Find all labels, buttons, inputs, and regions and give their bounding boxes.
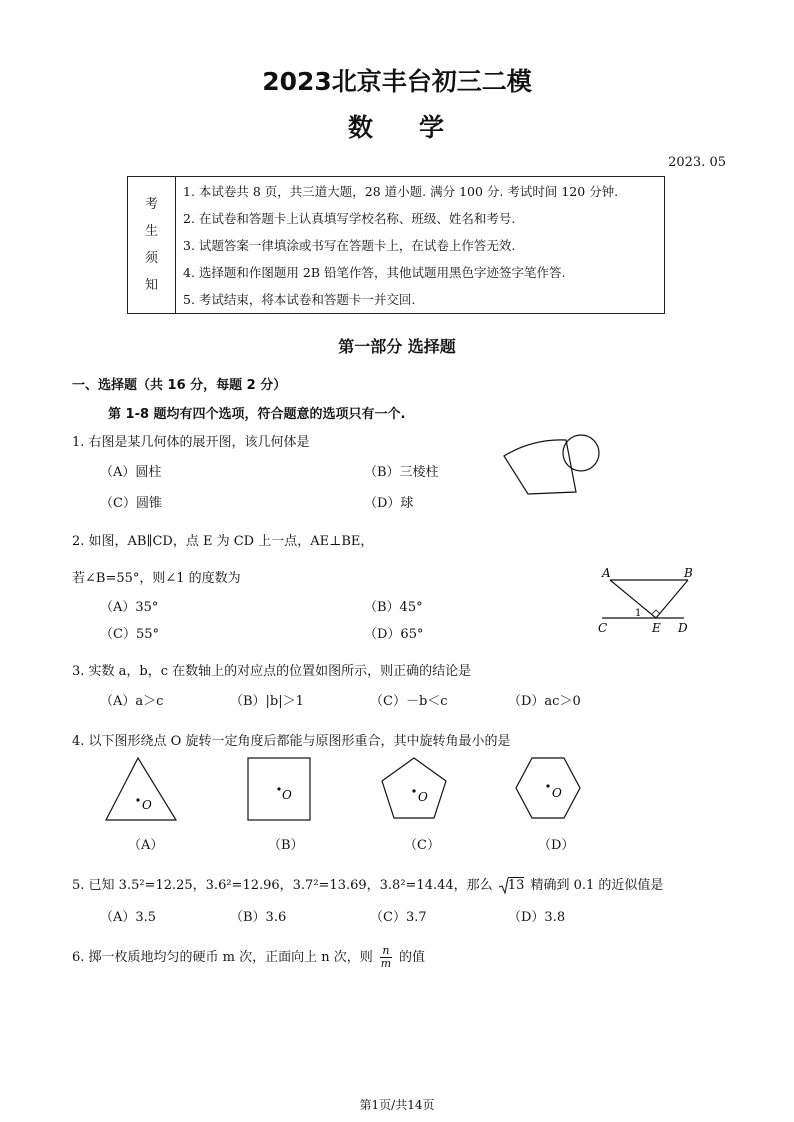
q3-option-b: （B）|b|＞1: [230, 694, 304, 709]
subject-char-2: 学: [419, 113, 447, 142]
q4-label-b: （B）: [268, 838, 304, 853]
q4-triangle-figure: [100, 754, 190, 826]
q4-stem: 4. 以下图形绕点 O 旋转一定角度后都能与原图形重合，其中旋转角最小的是: [72, 734, 511, 749]
notice-items: [183, 181, 618, 316]
q1-net-figure: [494, 432, 614, 502]
q5-stem-suffix: 精确到 0.1 的近似值是: [530, 878, 664, 893]
q5-option-d: （D）3.8: [508, 910, 566, 925]
q5-sqrt: [499, 878, 525, 893]
exam-date: 2023. 05: [668, 155, 726, 170]
notice-item: 5. 考试结束，将本试卷和答题卡一并交回.: [183, 292, 416, 307]
q6-stem-prefix: 6. 掷一枚质地均匀的硬币 m 次，正面向上 n 次，则: [72, 950, 373, 965]
page-title: 2023北京丰台初三二模: [262, 67, 532, 96]
q1-stem: 1. 右图是某几何体的展开图，该几何体是: [72, 435, 310, 450]
section-heading: 一、选择题（共 16 分，每题 2 分）: [72, 378, 287, 393]
q4-label-d: （D）: [538, 838, 575, 853]
q4-point-o: O: [282, 788, 292, 802]
q2-label-d: D: [678, 621, 688, 635]
q6-stem: [72, 945, 425, 970]
page-footer: 第1页/共14页: [359, 1098, 435, 1112]
q4-label-a: （A）: [128, 838, 164, 853]
q5-stem: [72, 874, 663, 893]
q1-option-d: （D）球: [364, 496, 414, 511]
q6-stem-suffix: 的值: [399, 950, 426, 965]
q4-square-figure: [244, 756, 326, 826]
q2-option-a: （A）35°: [100, 600, 159, 615]
q4-pentagon-figure: [376, 754, 458, 826]
q1-option-a: （A）圆柱: [100, 465, 162, 480]
q2-label-angle-1: 1: [635, 608, 642, 619]
q5-option-c: （C）3.7: [370, 910, 427, 925]
notice-item: 4. 选择题和作图题用 2B 铅笔作答，其他试题用黑色字迹签字笔作答.: [183, 265, 566, 280]
notice-side-char: 须: [144, 251, 158, 266]
notice-item: 1. 本试卷共 8 页，共三道大题，28 道小题. 满分 100 分. 考试时间 120 分钟.: [183, 184, 619, 199]
q6-denominator: m: [380, 957, 392, 970]
q2-option-d: （D）65°: [364, 627, 424, 642]
notice-item: 3. 试题答案一律填涂或书写在答题卡上，在试卷上作答无效.: [183, 238, 516, 253]
q2-stem-line2: 若∠B=55°，则∠1 的度数为: [72, 571, 241, 586]
q3-option-c: （C）－b＜c: [370, 694, 448, 709]
subject-title: [0, 108, 794, 144]
notice-side-char: 知: [144, 278, 158, 293]
q4-label-c: （C）: [404, 838, 440, 853]
q2-label-a: A: [602, 566, 611, 580]
q2-label-b: B: [684, 566, 693, 580]
q3-stem: 3. 实数 a，b，c 在数轴上的对应点的位置如图所示，则正确的结论是: [72, 664, 472, 679]
q4-hexagon-figure: [508, 754, 590, 826]
section-instruction: 第 1-8 题均有四个选项，符合题意的选项只有一个.: [108, 407, 406, 422]
q5-option-b: （B）3.6: [230, 910, 287, 925]
q1-option-c: （C）圆锥: [100, 496, 162, 511]
q2-label-e: E: [652, 621, 661, 635]
q6-fraction: [380, 945, 392, 970]
q2-stem-line1: 2. 如图，AB∥CD，点 E 为 CD 上一点，AE⊥BE，: [72, 534, 374, 549]
q3-option-d: （D）ac＞0: [508, 694, 581, 709]
notice-item: 2. 在试卷和答题卡上认真填写学校名称、班级、姓名和考号.: [183, 211, 516, 226]
q5-option-a: （A）3.5: [100, 910, 157, 925]
q5-stem-prefix: 5. 已知 3.5²=12.25，3.6²=12.96，3.7²=13.69，3.8²=14.44，那么: [72, 878, 493, 893]
notice-box: [127, 176, 665, 314]
q4-point-o: O: [142, 798, 152, 812]
q3-option-a: （A）a＞c: [100, 694, 164, 709]
q2-label-c: C: [598, 621, 608, 635]
notice-side-char: 考: [144, 197, 158, 212]
q1-option-b: （B）三棱柱: [364, 465, 439, 480]
q2-option-b: （B）45°: [364, 600, 423, 615]
q4-point-o: O: [418, 790, 428, 804]
notice-side-char: 生: [144, 224, 158, 239]
q6-numerator: n: [382, 944, 390, 957]
q5-radicand: 13: [507, 878, 525, 893]
q4-point-o: O: [552, 786, 562, 800]
notice-side-label: [128, 177, 176, 313]
q2-option-c: （C）55°: [100, 627, 159, 642]
q2-parallel-lines-figure: [592, 563, 702, 638]
subject-char-1: 数: [347, 113, 375, 142]
part-title: 第一部分 选择题: [338, 337, 456, 356]
